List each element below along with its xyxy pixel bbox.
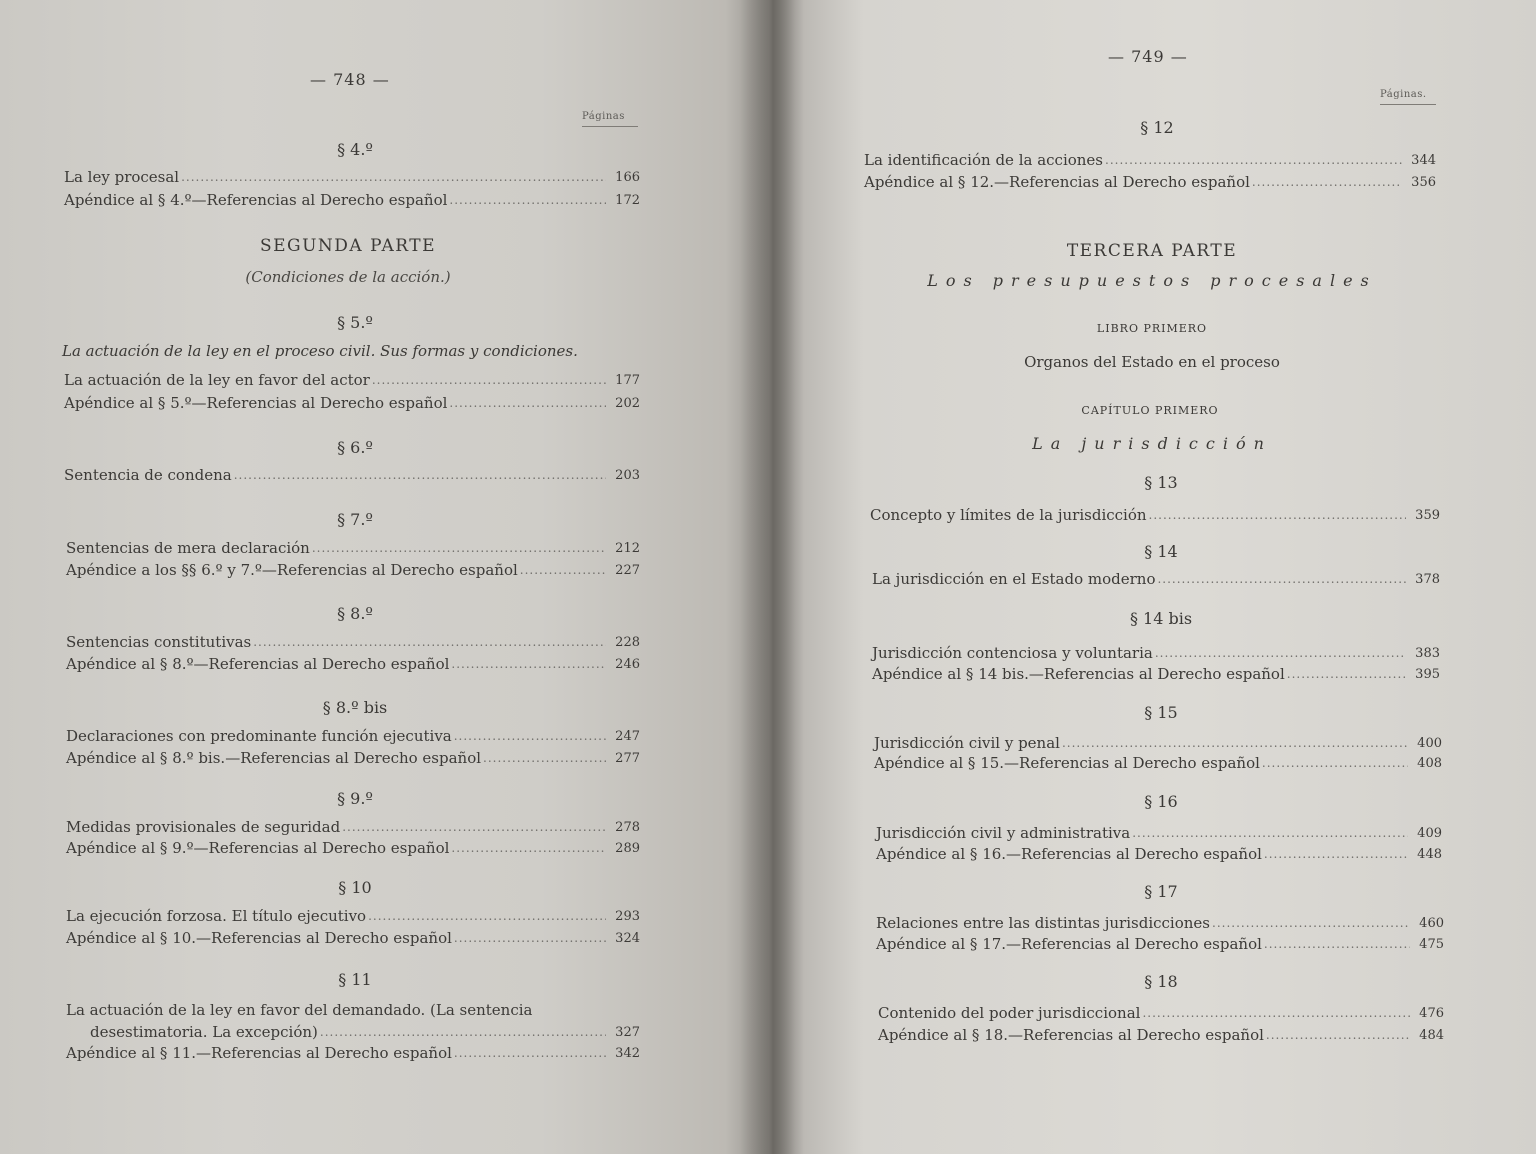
toc-entry[interactable]	[864, 172, 1436, 193]
toc-entry-page: 212	[615, 541, 640, 556]
toc-entry-page: 172	[615, 193, 640, 208]
toc-entry-text: Sentencia de condena	[64, 466, 232, 484]
leader-dots	[454, 928, 606, 949]
toc-entry-text: Declaraciones con predominante función ejecutiva	[66, 727, 452, 745]
section-heading: § 13	[1144, 473, 1178, 492]
toc-entry-text: La actuación de la ley en favor del actor	[64, 371, 370, 389]
toc-entry[interactable]	[64, 465, 640, 486]
leader-dots	[1132, 823, 1408, 844]
toc-entry-page: 408	[1417, 756, 1442, 771]
toc-entry-page: 378	[1415, 572, 1440, 587]
leader-dots	[449, 393, 606, 414]
toc-entry-page: 409	[1417, 826, 1442, 841]
paginas-rule	[582, 126, 638, 127]
toc-entry-text: Jurisdicción contenciosa y voluntaria	[872, 644, 1153, 662]
toc-entry-text: La actuación de la ley en favor del demandado. (La sentencia	[66, 1001, 533, 1019]
toc-entry[interactable]	[66, 817, 640, 838]
toc-entry-page: 383	[1415, 646, 1440, 661]
toc-entry[interactable]	[876, 913, 1444, 934]
toc-entry[interactable]	[66, 838, 640, 859]
leader-dots	[181, 167, 606, 188]
leader-dots	[1212, 913, 1410, 934]
toc-entry-text: Apéndice al § 10.—Referencias al Derecho español	[66, 929, 452, 947]
leader-dots	[1264, 844, 1408, 865]
toc-entry-page: 344	[1411, 153, 1436, 168]
toc-entry-page: 293	[615, 909, 640, 924]
toc-entry-page: 278	[615, 820, 640, 835]
section-heading: § 14	[1144, 542, 1178, 561]
toc-entry-text: desestimatoria. La excepción)	[90, 1023, 318, 1041]
toc-entry[interactable]	[870, 505, 1440, 526]
toc-entry-page: 476	[1419, 1006, 1444, 1021]
toc-entry-text: Apéndice al § 8.º bis.—Referencias al Derecho español	[66, 749, 482, 767]
toc-entry-text: Apéndice a los §§ 6.º y 7.º—Referencias al Derecho español	[66, 561, 518, 579]
section-heading: § 6.º	[337, 438, 373, 457]
leader-dots	[451, 838, 606, 859]
section-heading: § 10	[338, 878, 372, 897]
toc-entry-page: 448	[1417, 847, 1442, 862]
leader-dots	[368, 906, 606, 927]
paginas-rule	[1380, 104, 1436, 105]
toc-entry-page: 400	[1417, 736, 1442, 751]
leader-dots	[449, 190, 606, 211]
toc-entry[interactable]	[876, 934, 1444, 955]
toc-entry-page: 289	[615, 841, 640, 856]
leader-dots	[1157, 569, 1406, 590]
toc-entry-wrapped-line	[66, 1000, 640, 1021]
libro-label: LIBRO PRIMERO	[1096, 322, 1208, 335]
toc-entry-text: Relaciones entre las distintas jurisdicciones	[876, 914, 1210, 932]
capitulo-title: La jurisdicción	[1032, 434, 1272, 453]
leader-dots	[312, 538, 606, 559]
toc-entry-page: 342	[615, 1046, 640, 1061]
toc-entry-text: Contenido del poder jurisdiccional	[878, 1004, 1141, 1022]
toc-entry[interactable]	[66, 906, 640, 927]
leader-dots	[1266, 1025, 1410, 1046]
leader-dots	[451, 654, 606, 675]
leader-dots	[1142, 1003, 1410, 1024]
right-page	[772, 0, 1536, 1154]
toc-entry[interactable]	[872, 569, 1440, 590]
toc-entry[interactable]	[64, 393, 640, 414]
part-subtitle: Los presupuestos procesales	[927, 271, 1377, 290]
toc-entry-text: Jurisdicción civil y administrativa	[876, 824, 1131, 842]
toc-entry[interactable]	[66, 560, 640, 581]
toc-entry-page: 324	[615, 931, 640, 946]
toc-entry-page: 227	[615, 563, 640, 578]
toc-entry-text: La jurisdicción en el Estado moderno	[872, 570, 1156, 588]
toc-entry[interactable]	[64, 167, 640, 188]
toc-entry[interactable]	[66, 632, 640, 653]
toc-entry-text: Apéndice al § 15.—Referencias al Derecho español	[874, 754, 1260, 772]
leader-dots	[1262, 753, 1408, 774]
toc-entry[interactable]	[66, 726, 640, 747]
toc-entry[interactable]	[864, 150, 1436, 171]
toc-entry-page: 166	[615, 170, 640, 185]
section-heading: § 16	[1144, 792, 1178, 811]
toc-entry-text: Sentencias de mera declaración	[66, 539, 310, 557]
section-heading: § 5.º	[337, 313, 373, 332]
toc-entry[interactable]	[878, 1025, 1444, 1046]
section-heading: § 18	[1144, 972, 1178, 991]
section-intro: La actuación de la ley en el proceso civil. Sus formas y condiciones.	[62, 342, 578, 360]
section-heading: § 11	[338, 970, 372, 989]
toc-entry[interactable]	[90, 1022, 640, 1043]
leader-dots	[454, 1043, 606, 1064]
toc-entry-text: Apéndice al § 11.—Referencias al Derecho español	[66, 1044, 452, 1062]
part-subtitle: (Condiciones de la acción.)	[245, 268, 451, 286]
section-heading: § 9.º	[337, 789, 373, 808]
leader-dots	[253, 632, 606, 653]
section-heading: § 4.º	[337, 140, 373, 159]
toc-entry-text: Apéndice al § 8.º—Referencias al Derecho español	[66, 655, 450, 673]
page-number: — 749 —	[1108, 47, 1188, 66]
book-spine-shadow	[740, 0, 804, 1154]
toc-entry[interactable]	[874, 733, 1442, 754]
toc-entry[interactable]	[66, 1043, 640, 1064]
leader-dots	[1252, 172, 1402, 193]
toc-entry-page: 202	[615, 396, 640, 411]
toc-entry-page: 359	[1415, 508, 1440, 523]
toc-entry-text: Apéndice al § 9.º—Referencias al Derecho español	[66, 839, 450, 857]
capitulo-label: CAPÍTULO PRIMERO	[1081, 404, 1219, 417]
toc-entry-page: 356	[1411, 175, 1436, 190]
toc-entry-page: 460	[1419, 916, 1444, 931]
section-heading: § 12	[1140, 118, 1174, 137]
toc-entry-page: 177	[615, 373, 640, 388]
toc-entry-page: 247	[615, 729, 640, 744]
toc-entry[interactable]	[876, 823, 1442, 844]
leader-dots	[520, 560, 606, 581]
toc-entry[interactable]	[66, 748, 640, 769]
toc-entry[interactable]	[872, 643, 1440, 664]
toc-entry-page: 277	[615, 751, 640, 766]
leader-dots	[1105, 150, 1402, 171]
section-heading: § 8.º bis	[322, 698, 388, 717]
toc-entry-page: 203	[615, 468, 640, 483]
section-heading: § 14 bis	[1129, 609, 1193, 628]
toc-entry-text: Sentencias constitutivas	[66, 633, 252, 651]
toc-entry[interactable]	[66, 928, 640, 949]
leader-dots	[454, 726, 606, 747]
toc-entry-page: 327	[615, 1025, 640, 1040]
section-heading: § 8.º	[337, 604, 373, 623]
leader-dots	[1149, 505, 1406, 526]
toc-entry-page: 484	[1419, 1028, 1444, 1043]
toc-entry-text: Apéndice al § 18.—Referencias al Derecho español	[878, 1026, 1264, 1044]
toc-entry-text: Apéndice al § 16.—Referencias al Derecho español	[876, 845, 1262, 863]
section-heading: § 7.º	[337, 510, 373, 529]
toc-entry-page: 475	[1419, 937, 1444, 952]
toc-entry-page: 228	[615, 635, 640, 650]
toc-entry[interactable]	[64, 190, 640, 211]
toc-entry[interactable]	[878, 1003, 1444, 1024]
leader-dots	[483, 748, 606, 769]
toc-entry[interactable]	[874, 753, 1442, 774]
toc-entry-page: 246	[615, 657, 640, 672]
toc-entry[interactable]	[876, 844, 1442, 865]
toc-entry-text: Apéndice al § 14 bis.—Referencias al Derecho español	[872, 665, 1285, 683]
toc-entry[interactable]	[872, 664, 1440, 685]
leader-dots	[234, 465, 606, 486]
toc-entry-text: La ejecución forzosa. El título ejecutivo	[66, 907, 367, 925]
toc-entry-text: Apéndice al § 12.—Referencias al Derecho español	[864, 173, 1250, 191]
toc-entry-text: La identificación de la acciones	[864, 151, 1104, 169]
leader-dots	[342, 817, 606, 838]
page-number: — 748 —	[310, 70, 390, 89]
paginas-label: Páginas	[582, 111, 625, 122]
toc-entry[interactable]	[66, 654, 640, 675]
toc-entry-text: Jurisdicción civil y penal	[874, 734, 1060, 752]
libro-title: Organos del Estado en el proceso	[1024, 353, 1280, 371]
leader-dots	[1062, 733, 1408, 754]
leader-dots	[1264, 934, 1410, 955]
part-title: SEGUNDA PARTE	[259, 236, 437, 256]
toc-entry-text: Concepto y límites de la jurisdicción	[870, 506, 1147, 524]
toc-entry-text: Apéndice al § 5.º—Referencias al Derecho español	[64, 394, 448, 412]
toc-entry-text: Apéndice al § 17.—Referencias al Derecho español	[876, 935, 1262, 953]
leader-dots	[372, 370, 606, 391]
leader-dots	[320, 1022, 606, 1043]
paginas-label: Páginas.	[1380, 89, 1427, 100]
toc-entry-text: Apéndice al § 4.º—Referencias al Derecho español	[64, 191, 448, 209]
leader-dots	[1287, 664, 1406, 685]
toc-entry-text: La ley procesal	[64, 168, 180, 186]
section-heading: § 17	[1144, 882, 1178, 901]
toc-entry-text: Medidas provisionales de seguridad	[66, 818, 341, 836]
part-title: TERCERA PARTE	[1066, 241, 1238, 261]
leader-dots	[1155, 643, 1406, 664]
toc-entry[interactable]	[64, 370, 640, 391]
toc-entry-page: 395	[1415, 667, 1440, 682]
section-heading: § 15	[1144, 703, 1178, 722]
toc-entry[interactable]	[66, 538, 640, 559]
